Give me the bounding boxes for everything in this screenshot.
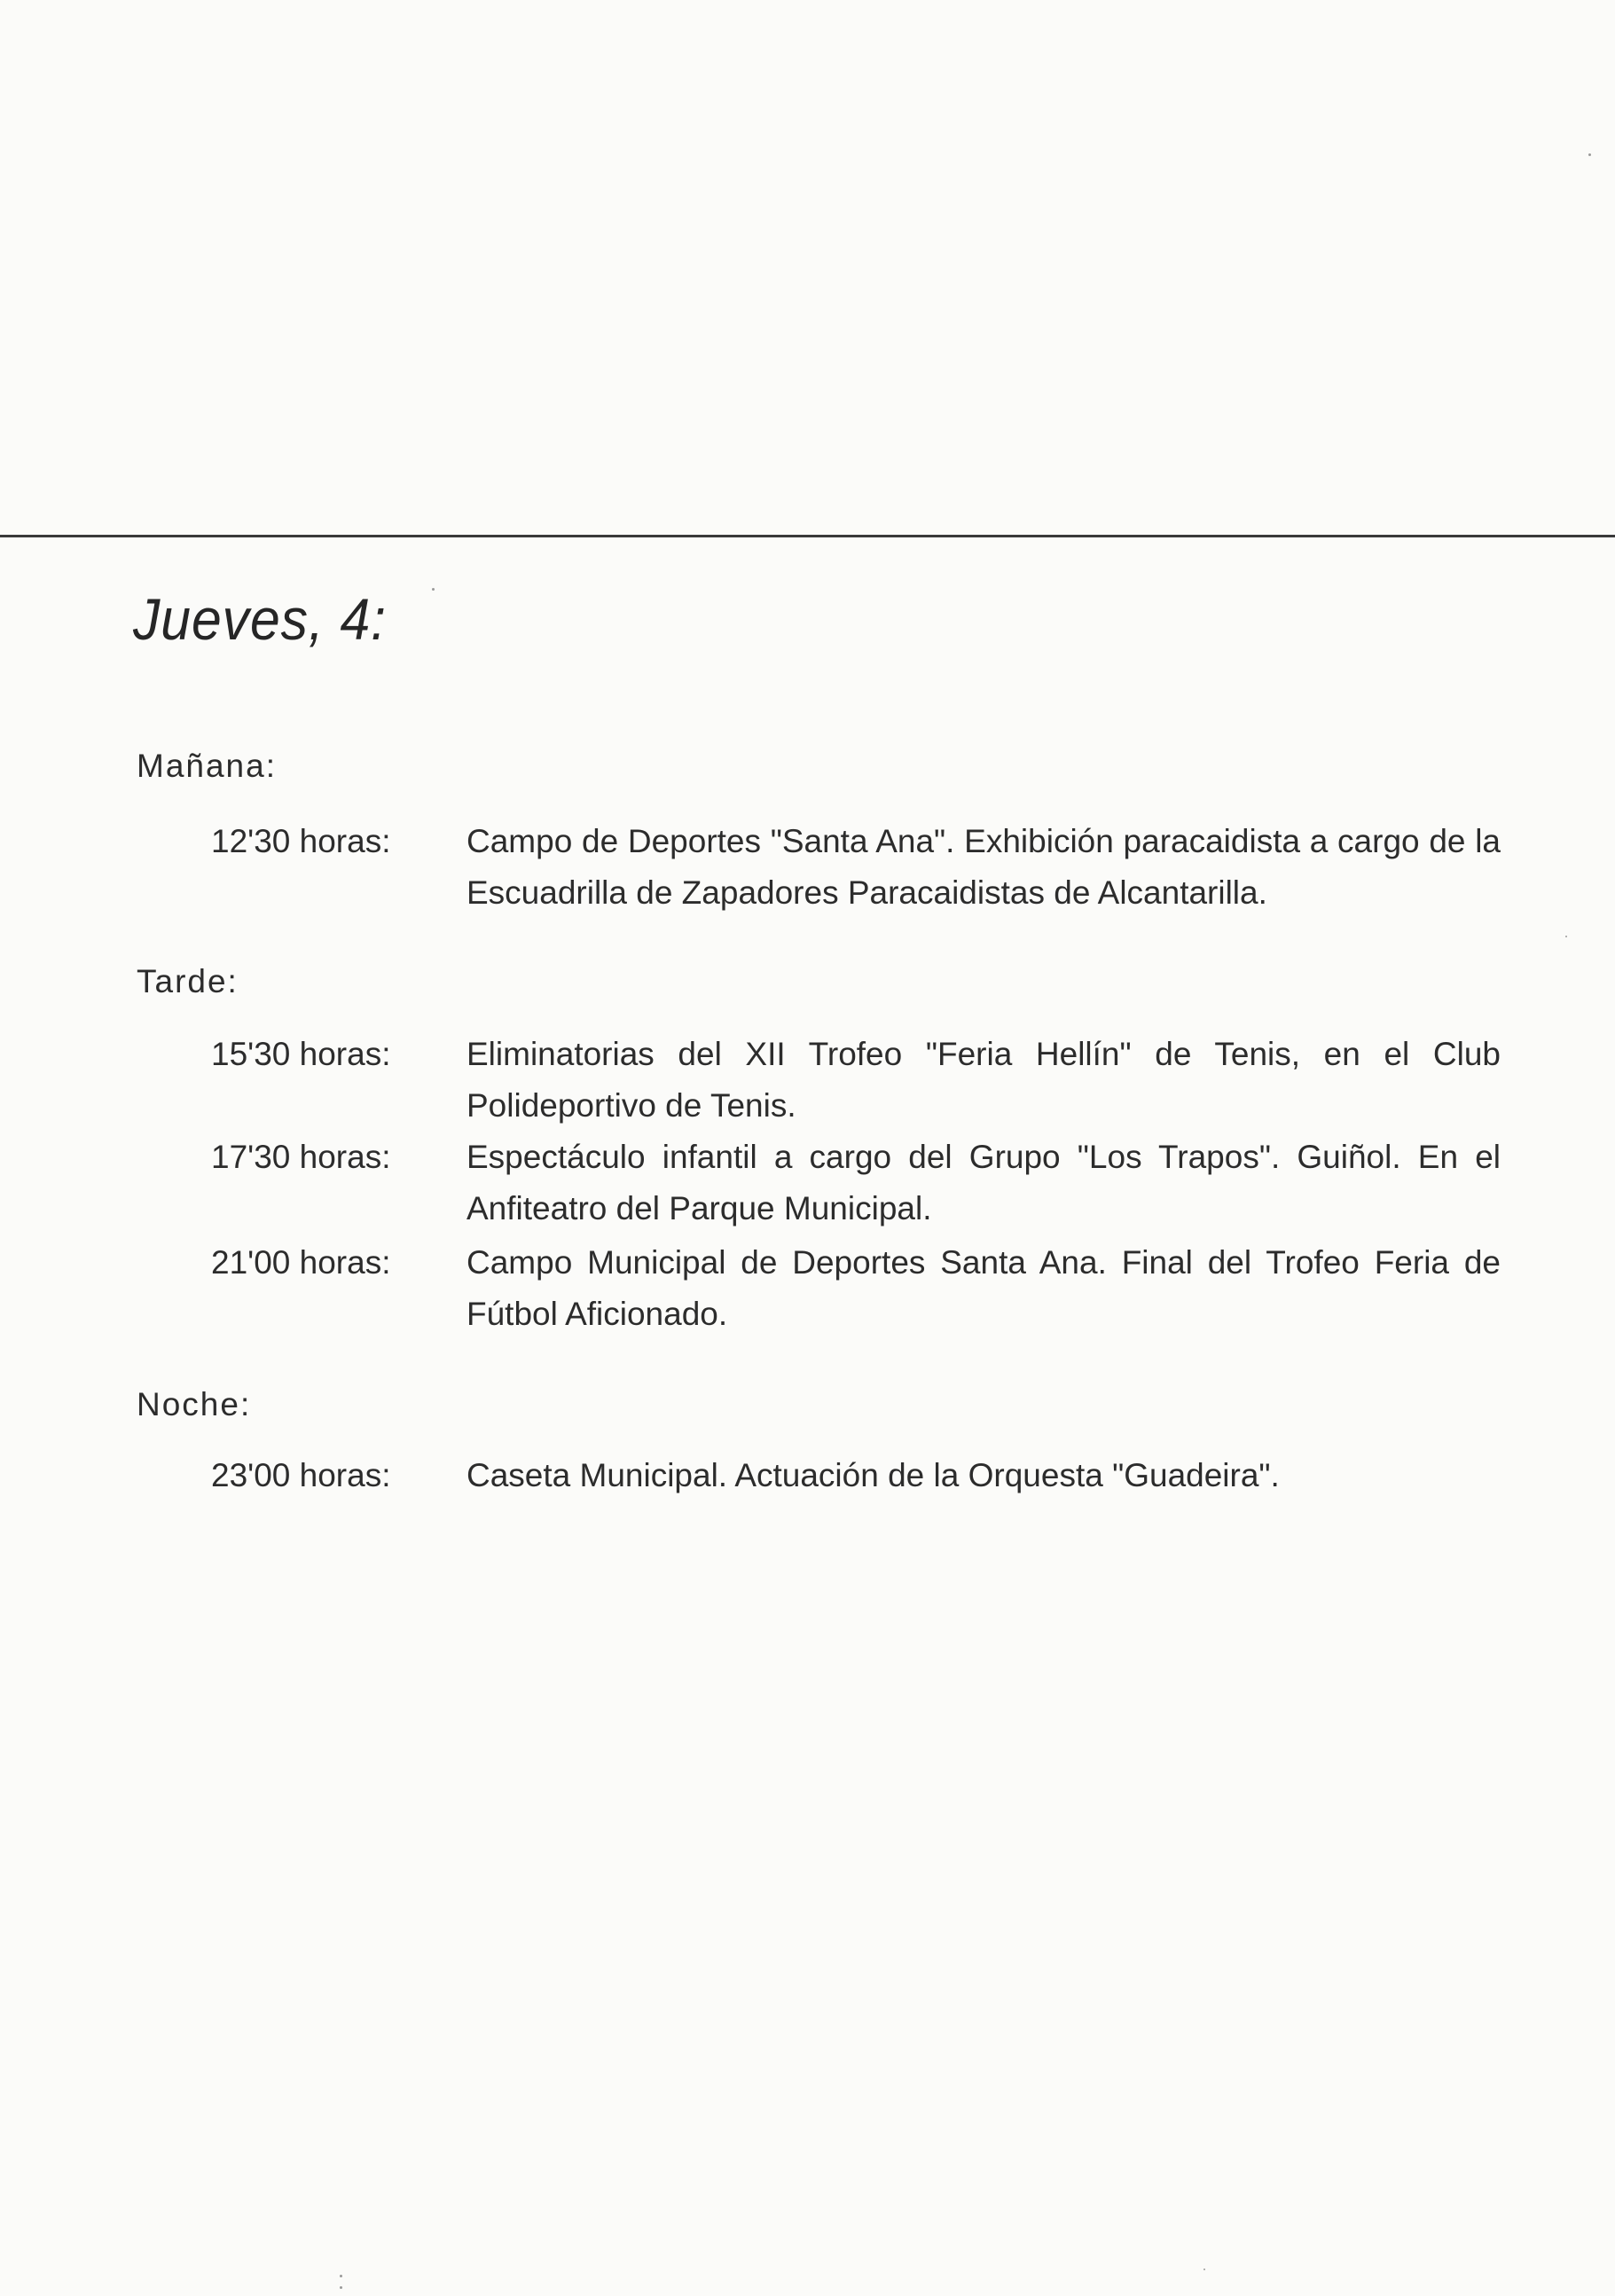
event-time: 15'30 horas: <box>211 1036 391 1072</box>
horizontal-rule <box>0 535 1615 537</box>
paper-speck <box>432 588 435 591</box>
day-title: Jueves, 4: <box>133 586 387 652</box>
event-description: Campo Municipal de Deportes Santa Ana. Final del Trofeo Feria de Fútbol Aficionado. <box>466 1244 1501 1332</box>
paper-speck <box>340 2275 342 2277</box>
section-label-tarde: Tarde: <box>137 963 239 999</box>
paper-speck <box>1203 2269 1205 2270</box>
paper-speck <box>340 2286 342 2289</box>
section-label-noche: Noche: <box>137 1386 252 1422</box>
event-time: 23'00 horas: <box>211 1457 391 1493</box>
event-time: 12'30 horas: <box>211 823 391 859</box>
event-description: Caseta Municipal. Actuación de la Orquesta "Guadeira". <box>466 1457 1280 1493</box>
event-description: Espectáculo infantil a cargo del Grupo "Los Trapos". Guiñol. En el Anfiteatro del Parque Municipal. <box>466 1139 1501 1226</box>
paper-speck <box>1565 936 1567 937</box>
event-description: Campo de Deportes "Santa Ana". Exhibición paracaidista a cargo de la Escuadrilla de Zapadores Paracaidistas de Alcantarilla. <box>466 823 1501 911</box>
section-label-manana: Mañana: <box>137 748 277 784</box>
event-description: Eliminatorias del XII Trofeo "Feria Hellín" de Tenis, en el Club Polideportivo de Tenis. <box>466 1036 1501 1124</box>
event-time: 17'30 horas: <box>211 1139 391 1175</box>
event-time: 21'00 horas: <box>211 1244 391 1281</box>
paper-speck <box>1588 153 1591 156</box>
